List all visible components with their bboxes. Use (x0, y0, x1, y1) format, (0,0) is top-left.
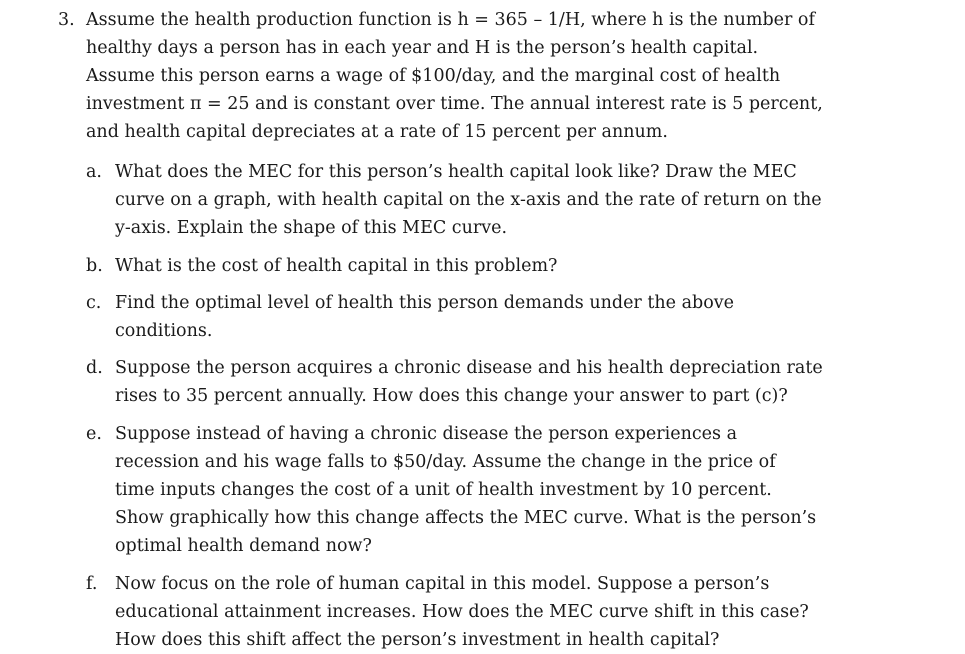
stem-line: Assume the health production function is h = 365 – 1/H, where h is the number of (86, 10, 815, 30)
part-text (115, 252, 557, 280)
part-text (115, 354, 823, 410)
part-label: e. (86, 424, 102, 444)
stem-line: investment π = 25 and is constant over time. The annual interest rate is 5 percent, (86, 94, 823, 114)
part-text (115, 420, 816, 560)
part-line: curve on a graph, with health capital on the x-axis and the rate of return on the (115, 190, 822, 210)
part-label: b. (86, 256, 103, 276)
part-text (115, 289, 734, 345)
part-line: What does the MEC for this person’s health capital look like? Draw the MEC (115, 162, 797, 182)
part-line: Suppose instead of having a chronic disease the person experiences a (115, 424, 738, 444)
part-line: Now focus on the role of human capital in this model. Suppose a person’s (115, 574, 770, 594)
part-text (115, 158, 822, 242)
part-label: c. (86, 293, 102, 313)
part-line: Show graphically how this change affects the MEC curve. What is the person’s (115, 508, 817, 528)
part-line: educational attainment increases. How does the MEC curve shift in this case? (115, 602, 809, 622)
part-line: Find the optimal level of health this person demands under the above (115, 293, 734, 313)
part-line: conditions. (115, 321, 213, 341)
part-line: recession and his wage falls to $50/day. Assume the change in the price of (115, 452, 776, 472)
part-label: f. (86, 574, 98, 594)
part-line: Suppose the person acquires a chronic disease and his health depreciation rate (115, 358, 823, 378)
part-line: How does this shift affect the person’s investment in health capital? (115, 630, 720, 650)
stem-line: healthy days a person has in each year and H is the person’s health capital. (86, 38, 759, 58)
stem-line: and health capital depreciates at a rate of 15 percent per annum. (86, 122, 668, 142)
part-line: time inputs changes the cost of a unit of health investment by 10 percent. (115, 480, 772, 500)
part-line: rises to 35 percent annually. How does this change your answer to part (c)? (115, 386, 788, 406)
problem-number: 3. (58, 10, 75, 30)
part-line: optimal health demand now? (115, 536, 372, 556)
part-text (115, 570, 809, 654)
stem-line: Assume this person earns a wage of $100/day, and the marginal cost of health (86, 66, 781, 86)
problem-stem (86, 6, 823, 146)
part-label: d. (86, 358, 103, 378)
part-label: a. (86, 162, 102, 182)
part-line: What is the cost of health capital in this problem? (115, 256, 558, 276)
part-line: y-axis. Explain the shape of this MEC curve. (115, 218, 508, 238)
